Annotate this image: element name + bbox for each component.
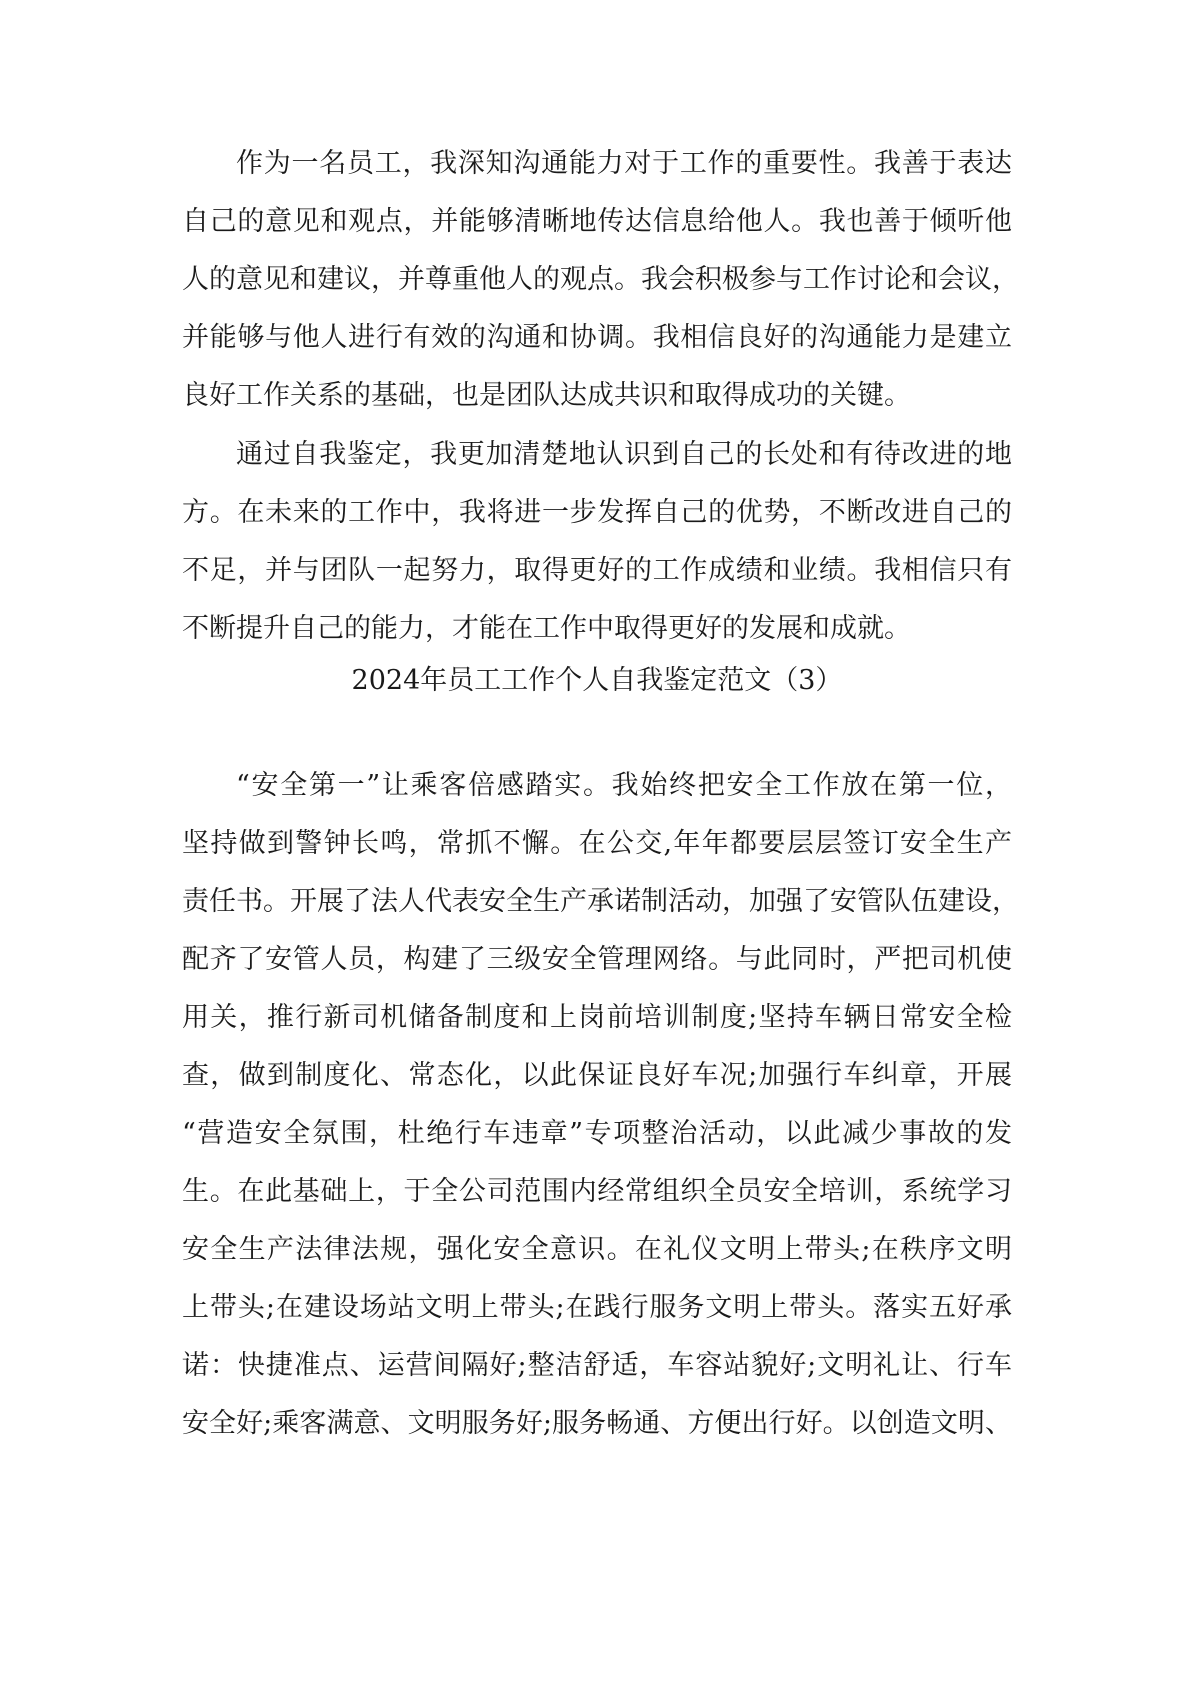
- paragraph-line: 诺：快捷准点、运营间隔好;整洁舒适，车容站貌好;文明礼让、行车: [182, 1350, 1012, 1381]
- paragraph-line: 通过自我鉴定，我更加清楚地认识到自己的长处和有待改进的地: [236, 439, 1012, 470]
- paragraph-line: “营造安全氛围，杜绝行车违章”专项整治活动，以此减少事故的发: [182, 1118, 1012, 1149]
- paragraph-line: 责任书。开展了法人代表安全生产承诺制活动，加强了安管队伍建设，: [182, 886, 1019, 917]
- paragraph-line: 良好工作关系的基础，也是团队达成共识和取得成功的关键。: [182, 380, 911, 411]
- paragraph-line: 查，做到制度化、常态化，以此保证良好车况;加强行车纠章，开展: [182, 1060, 1012, 1091]
- paragraph-line: 不足，并与团队一起努力，取得更好的工作成绩和业绩。我相信只有: [182, 555, 1012, 586]
- paragraph-line: 并能够与他人进行有效的沟通和协调。我相信良好的沟通能力是建立: [182, 322, 1012, 353]
- paragraph-line: 配齐了安管人员，构建了三级安全管理网络。与此同时，严把司机使: [182, 944, 1012, 975]
- paragraph-line: 上带头;在建设场站文明上带头;在践行服务文明上带头。落实五好承: [182, 1292, 1012, 1323]
- paragraph-line: 方。在未来的工作中，我将进一步发挥自己的优势，不断改进自己的: [182, 497, 1012, 528]
- paragraph-line: 自己的意见和观点，并能够清晰地传达信息给他人。我也善于倾听他: [182, 206, 1012, 237]
- paragraph-line: “安全第一”让乘客倍感踏实。我始终把安全工作放在第一位，: [236, 770, 1012, 801]
- paragraph-line: 安全好;乘客满意、文明服务好;服务畅通、方便出行好。以创造文明、: [182, 1408, 1012, 1439]
- paragraph-line: 用关，推行新司机储备制度和上岗前培训制度;坚持车辆日常安全检: [182, 1002, 1012, 1033]
- section-heading: 2024年员工工作个人自我鉴定范文（3）: [351, 665, 843, 696]
- paragraph-line: 生。在此基础上，于全公司范围内经常组织全员安全培训，系统学习: [182, 1176, 1012, 1207]
- paragraph-line: 不断提升自己的能力，才能在工作中取得更好的发展和成就。: [182, 613, 911, 644]
- paragraph-line: 作为一名员工，我深知沟通能力对于工作的重要性。我善于表达: [236, 148, 1012, 179]
- paragraph-line: 人的意见和建议，并尊重他人的观点。我会积极参与工作讨论和会议，: [182, 264, 1019, 295]
- paragraph-line: 安全生产法律法规，强化安全意识。在礼仪文明上带头;在秩序文明: [182, 1234, 1012, 1265]
- paragraph-line: 坚持做到警钟长鸣，常抓不懈。在公交,年年都要层层签订安全生产: [182, 828, 1012, 859]
